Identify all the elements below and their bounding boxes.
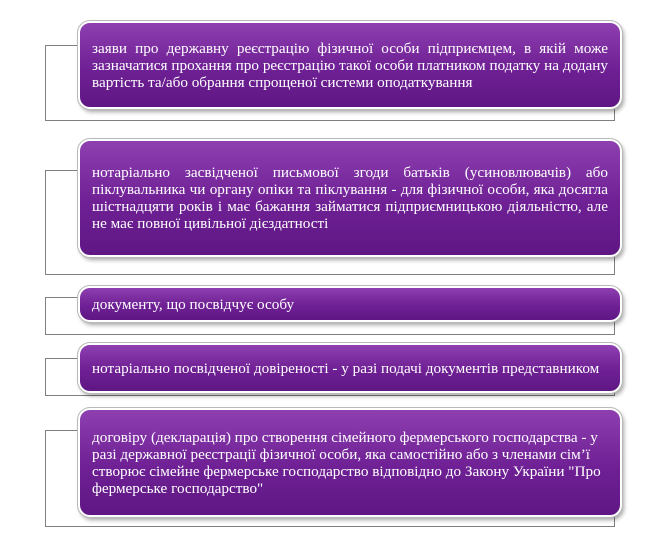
list-item-text: заяви про державну реєстрацію фізичної особи підприємцем, в якій може зазначатися прохання про реєстрацію такої особи платником податку на додану вартість та/або обрання спрощеної системи оподаткування [92,39,608,91]
list-item-box [78,343,622,393]
list-item-text: нотаріально засвідченої письмової згоди батьків (усиновлювачів) або піклувальника чи органу опіки та піклування - для фізичної особи, яка досягла шістнадцяти років і має бажання займатися підприємницькою діяльністю, але не має повної цивільної дієздатності [92,164,608,232]
list-item-box [78,408,622,517]
list-item-text: документу, що посвідчує особу [92,295,295,313]
list-item-text: нотаріально посвідченої довіреності - у разі подачі документів представником [92,359,600,377]
list-item-box [78,21,622,109]
list-item-text: договіру (декларація) про створення сімейного фермерського господарства - у разі державної реєстрації фізичної особи, яка самостійно або з членами сім’ї створює сімейне фермерське господарство відповідно до Закону України "Про фермерське господарство" [92,428,601,497]
list-item-box [78,286,622,322]
list-item-box [78,139,622,257]
